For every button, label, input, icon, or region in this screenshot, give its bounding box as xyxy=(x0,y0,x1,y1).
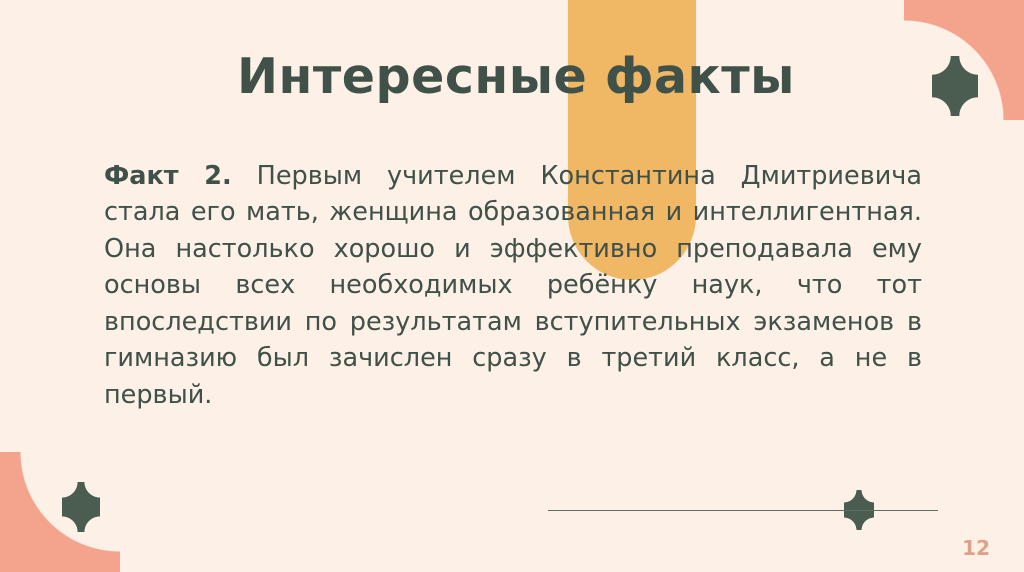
page-title: Интересные факты xyxy=(237,48,795,105)
sparkle-icon xyxy=(62,482,100,532)
fact-body: Первым учителем Константина Дмитриевича стала его мать, женщина образованная и интеллигентная. Она настолько хорошо и эффективно преподавала ему основы всех необходимых ребёнку наук, что тот впоследствии по результатам вступительных экзаменов в гимназию был зачислен сразу в третий класс, а не в первый. xyxy=(104,161,922,410)
fact-label: Факт 2. xyxy=(104,161,232,191)
decorative-divider-line xyxy=(548,510,938,511)
sparkle-icon xyxy=(932,56,978,116)
page-number: 12 xyxy=(962,536,990,560)
decorative-corner-bottom-left xyxy=(0,452,120,572)
body-paragraph xyxy=(104,158,922,413)
